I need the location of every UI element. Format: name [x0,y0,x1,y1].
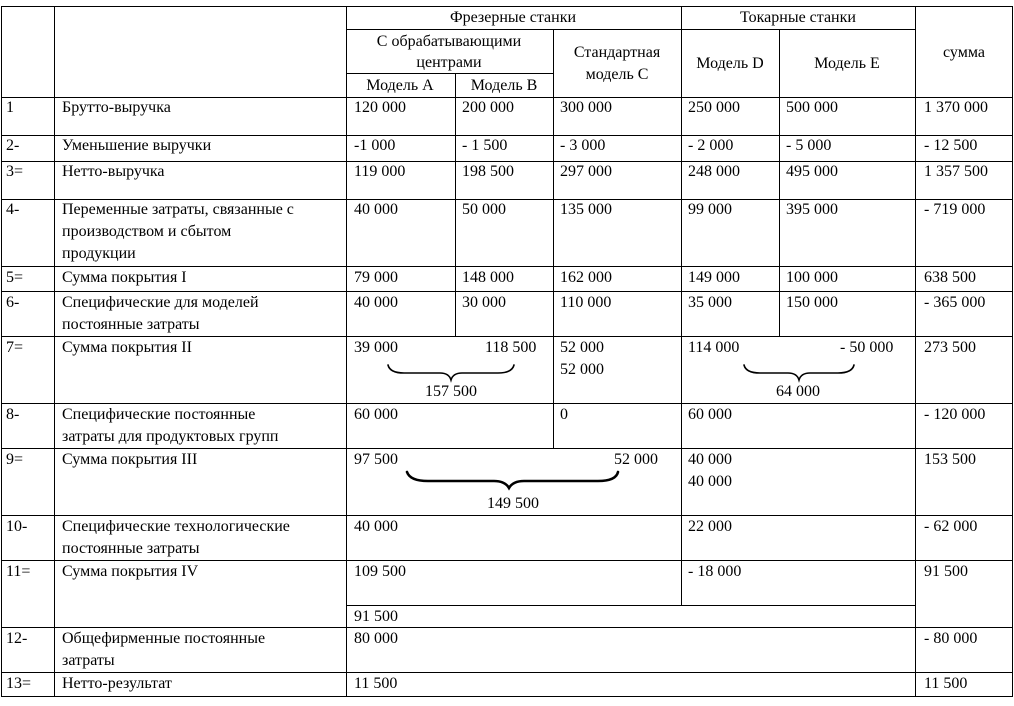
row-number: 6- [6,294,20,311]
cell-models-ab: 60 000 [354,406,398,423]
cell-model-c: - 3 000 [560,137,606,154]
cell-models-de-total: 40 000 [688,473,732,490]
header-model-a: Модель A [366,77,434,94]
header-model-b: Модель B [470,77,538,94]
cell-model-b: 200 000 [462,99,514,116]
cell-models-de-total: 64 000 [776,383,820,400]
header-with-centers-line2: центрами [416,54,482,71]
header-milling: Фрезерные станки [449,9,577,26]
cell-model-d: 250 000 [688,99,740,116]
cell-model-a: 119 000 [354,163,406,180]
row-label: Брутто-выручка [62,99,171,116]
cell-sum: 11 500 [924,675,968,692]
row-number: 5= [6,269,24,286]
cell-model-c: 162 000 [560,269,612,286]
row-label: Сумма покрытия II [62,339,192,356]
header-with-centers-line1: С обрабатывающими [376,33,522,50]
cell-model-a: 79 000 [354,269,398,286]
cell-sum: 638 500 [924,269,976,286]
cell-model-c: 110 000 [560,294,612,311]
cell-model-e: - 5 000 [786,137,832,154]
header-standard-line1: Стандартная [573,44,661,61]
cell-model-b: 50 000 [462,201,506,218]
header-model-d: Модель D [696,55,764,72]
row-number: 10- [6,518,28,535]
cell-sum: 153 500 [924,451,976,468]
cell-model-e: 495 000 [786,163,838,180]
cell-model-a: -1 000 [354,137,396,154]
row-label-line1: Специфические технологические [62,518,290,535]
row-label-line2: затраты [62,652,115,669]
row-label-line1: Переменные затраты, связанные с [62,201,294,218]
cell-models-ab-total: 157 500 [425,383,477,400]
row-label-line1: Специфические для моделей [62,294,259,311]
cell-sum: 1 357 500 [924,163,988,180]
brace-abc [407,472,618,488]
row-number: 7= [6,339,24,356]
cell-models-abc: 40 000 [354,518,398,535]
cell-model-d: 149 000 [688,269,740,286]
cell-models-ab: 97 500 [354,451,398,468]
cell-sum: 91 500 [924,563,968,580]
cell-model-e: 150 000 [786,294,838,311]
row-label: Сумма покрытия III [62,451,198,468]
row-label-line1: Общефирменные постоянные [62,630,266,647]
row-number: 8- [6,406,20,423]
header-sum: сумма [943,44,985,61]
cell-models-de: 40 000 [688,451,732,468]
cell-sum: - 12 500 [924,137,978,154]
cell-model-e: - 50 000 [840,339,894,356]
cell-sum: - 719 000 [924,201,986,218]
cell-model-b: 30 000 [462,294,506,311]
cell-model-c: 0 [560,406,568,423]
row-label-line1: Специфические постоянные [62,406,256,423]
row-number: 2- [6,137,20,154]
row-label-line2: затраты для продуктовых групп [62,428,279,445]
row-label-line2: производством и сбытом [62,223,232,240]
cell-model-a: 40 000 [354,294,398,311]
cell-model-e: 395 000 [786,201,838,218]
cell-model-b: - 1 500 [462,137,508,154]
cell-model-e: 100 000 [786,269,838,286]
cell-all-models: 80 000 [354,630,398,647]
row-label: Уменьшение выручки [62,137,212,154]
cell-model-d: - 2 000 [688,137,734,154]
cell-models-de: - 18 000 [688,563,742,580]
row-label: Нетто-результат [62,675,172,692]
row-label-line2: постоянные затраты [62,540,200,557]
row-label: Сумма покрытия I [62,269,187,286]
cell-models-de: 60 000 [688,406,732,423]
row-number: 13= [6,675,32,692]
cell-model-a: 120 000 [354,99,406,116]
brace-ab [388,365,514,380]
row-number: 9= [6,451,24,468]
row-label: Нетто-выручка [62,163,165,180]
cell-model-b: 148 000 [462,269,514,286]
cell-model-b: 198 500 [462,163,514,180]
header-standard-line2: модель C [585,66,649,83]
cell-sum: - 365 000 [924,294,986,311]
cell-models-abc-total: 149 500 [487,495,539,512]
cell-all-models-total: 91 500 [354,608,398,625]
cell-model-c: 52 000 [614,451,658,468]
cell-model-d: 35 000 [688,294,732,311]
cell-sum: - 120 000 [924,406,986,423]
cell-model-d: 248 000 [688,163,740,180]
row-number: 12- [6,630,28,647]
cell-model-c: 300 000 [560,99,612,116]
cell-sum: 1 370 000 [924,99,988,116]
cell-sum: 273 500 [924,339,976,356]
cell-model-c: 297 000 [560,163,612,180]
brace-de [744,365,854,380]
row-number: 3= [6,163,24,180]
cell-model-e: 500 000 [786,99,838,116]
cell-model-d: 99 000 [688,201,732,218]
header-model-e: Модель E [814,55,880,72]
cell-sum: - 62 000 [924,518,978,535]
row-label-line3: продукции [62,245,136,262]
cell-model-b: 118 500 [485,339,537,356]
cell-model-a: 39 000 [354,339,398,356]
row-number: 1 [6,99,14,116]
cell-models-de: 22 000 [688,518,732,535]
cell-models-abc: 109 500 [354,563,406,580]
row-number: 4- [6,201,20,218]
row-label-line2: постоянные затраты [62,316,200,333]
cell-model-d: 114 000 [688,339,740,356]
cell-model-c-total: 52 000 [560,361,604,378]
row-label: Сумма покрытия IV [62,563,199,580]
cell-sum: - 80 000 [924,630,978,647]
header-turning: Токарные станки [740,9,856,26]
cell-all-models: 11 500 [354,675,398,692]
cell-model-c: 135 000 [560,201,612,218]
cell-model-a: 40 000 [354,201,398,218]
row-number: 11= [6,563,31,580]
cell-model-c: 52 000 [560,339,604,356]
